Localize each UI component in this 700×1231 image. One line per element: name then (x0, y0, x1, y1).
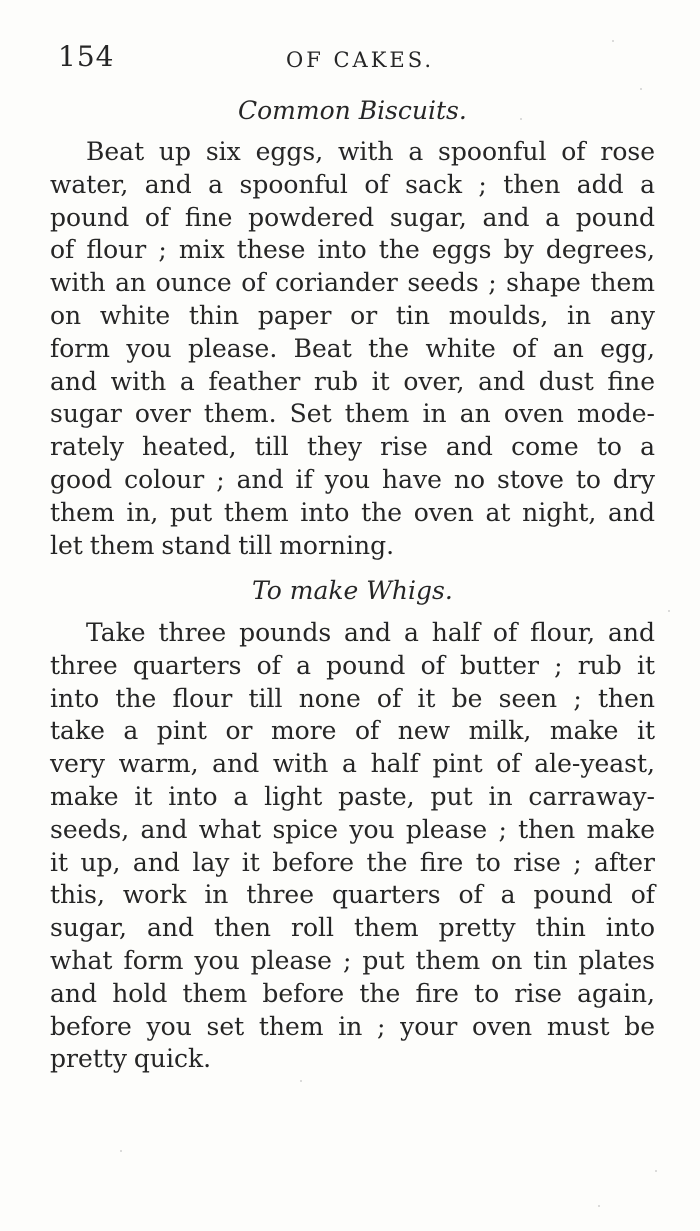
running-head: OF CAKES. (286, 48, 435, 72)
text-line: with an ounce of coriander seeds ; shape them (50, 268, 655, 298)
text-line: of flour ; mix these into the eggs by degrees, (50, 235, 655, 265)
paper-speck (598, 1205, 600, 1207)
text-line: what form you please ; put them on tin plates (50, 945, 655, 975)
text-line: and with a feather rub it over, and dust fine (50, 366, 655, 396)
text-line: sugar over them. Set them in an oven mode- (50, 399, 655, 429)
section-body (50, 136, 655, 562)
text-line: make it into a light paste, put in carraway- (50, 781, 655, 811)
text-line: this, work in three quarters of a pound of (50, 880, 655, 910)
text-line: sugar, and then roll them pretty thin into (50, 913, 655, 943)
text-line: before you set them in ; your oven must be (50, 1011, 655, 1041)
text-line: let them stand till morning. (50, 530, 395, 560)
section-body (50, 617, 655, 1076)
paper-speck (300, 1080, 302, 1082)
paper-speck (640, 88, 642, 90)
text-line: three quarters of a pound of butter ; rub it (50, 650, 655, 680)
paper-speck (120, 1150, 122, 1152)
text-line: seeds, and what spice you please ; then make (50, 814, 655, 844)
text-line: Take three pounds and a half of flour, and (86, 618, 655, 647)
text-line: very warm, and with a half pint of ale-yeast, (50, 749, 655, 779)
text-line: into the flour till none of it be seen ; then (50, 683, 655, 713)
page-number: 154 (58, 40, 115, 73)
text-line: pretty quick. (50, 1044, 212, 1074)
paper-speck (520, 118, 522, 120)
text-line: and hold them before the fire to rise again, (50, 978, 655, 1008)
paper-speck (668, 610, 670, 612)
text-line: on white thin paper or tin moulds, in any (50, 300, 655, 330)
paper-speck (655, 1170, 657, 1172)
text-line: pound of fine powdered sugar, and a pound (50, 202, 655, 232)
text-line: Beat up six eggs, with a spoonful of rose (86, 137, 655, 166)
page-header (44, 36, 664, 80)
text-line: good colour ; and if you have no stove to dry (50, 464, 655, 494)
text-line: form you please. Beat the white of an egg, (50, 333, 655, 363)
section-title: Common Biscuits. (238, 96, 467, 125)
text-line: it up, and lay it before the fire to rise ; after (50, 847, 655, 877)
text-line: water, and a spoonful of sack ; then add a (50, 169, 655, 199)
section-title: To make Whigs. (252, 576, 453, 605)
text-line: take a pint or more of new milk, make it (50, 716, 655, 746)
text-line: them in, put them into the oven at night, and (50, 497, 655, 527)
text-line: rately heated, till they rise and come to a (50, 432, 655, 462)
